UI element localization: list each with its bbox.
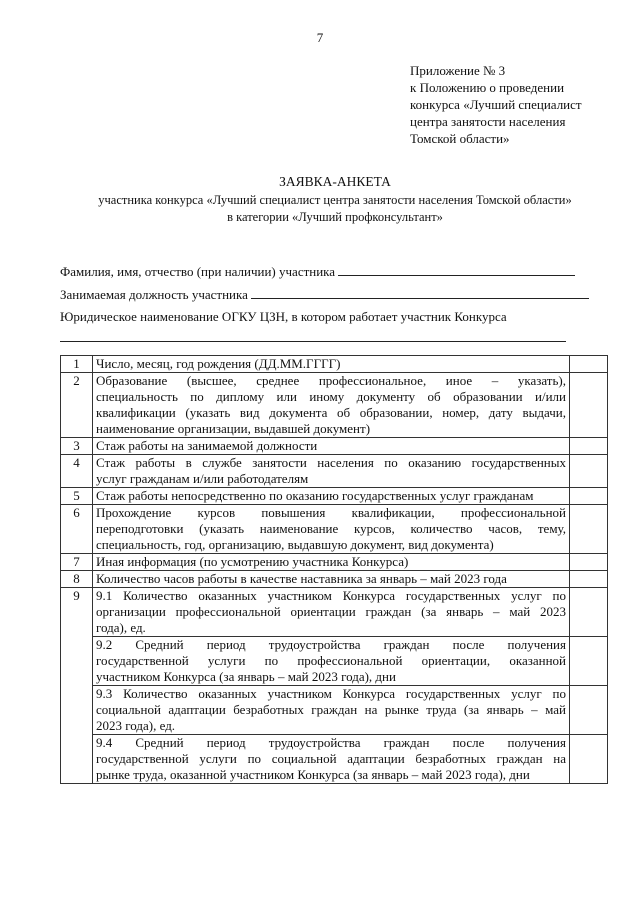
appendix-line: Томской области» [410, 131, 510, 146]
value-cell[interactable] [570, 735, 608, 784]
value-cell[interactable] [570, 488, 608, 505]
value-cell[interactable] [570, 373, 608, 438]
row-label [93, 455, 570, 488]
document-title: ЗАЯВКА-АНКЕТА [279, 174, 391, 189]
value-cell[interactable] [570, 356, 608, 373]
title-block [40, 172, 630, 226]
text-line: организации профессиональной ориентации граждан (за январь – май 2023 [96, 604, 566, 619]
position-label: Занимаемая должность участника [60, 287, 248, 302]
text-line: 9.4 Средний период трудоустройства граждан после получения [96, 735, 566, 750]
text-line: 9.2 Средний период трудоустройства граждан после получения [96, 637, 566, 652]
text-line: Стаж работы непосредственно по оказанию государственных услуг гражданам [96, 488, 534, 503]
text-line: Стаж работы в службе занятости населения по оказанию государственных [96, 455, 566, 470]
text-line: Количество часов работы в качестве наставника за январь – май 2023 года [96, 571, 507, 586]
text-line: года), ед. [96, 620, 146, 635]
row-label [93, 554, 570, 571]
table-row [61, 637, 608, 686]
position-blank-line[interactable] [251, 286, 589, 299]
row-label [93, 686, 570, 735]
row-number: 7 [61, 554, 93, 571]
row-number: 8 [61, 571, 93, 588]
value-cell[interactable] [570, 686, 608, 735]
text-line: Прохождение курсов повышения квалификации, профессиональной [96, 505, 566, 520]
fio-label: Фамилия, имя, отчество (при наличии) участника [60, 264, 336, 279]
row-number: 5 [61, 488, 93, 505]
appendix-block [410, 62, 635, 147]
row-label [93, 488, 570, 505]
fio-blank-line[interactable] [338, 263, 575, 276]
text-line: 2023 года), ед. [96, 718, 176, 733]
text-line: государственной услуги по профессиональной ориентации, оказанной [96, 653, 566, 668]
row-number: 9 [61, 588, 93, 784]
text-line: 9.1 Количество оказанных участником Конкурса государственных услуг по [96, 588, 566, 603]
table-row [61, 505, 608, 554]
row-label [93, 373, 570, 438]
value-cell[interactable] [570, 554, 608, 571]
value-cell[interactable] [570, 438, 608, 455]
value-cell[interactable] [570, 505, 608, 554]
row-label [93, 438, 570, 455]
text-line: Иная информация (по усмотрению участника Конкурса) [96, 554, 409, 569]
fio-field [60, 263, 575, 280]
org-field [60, 309, 507, 325]
application-table [60, 355, 608, 784]
document-subtitle: участника конкурса «Лучший специалист центра занятости населения Томской области» [98, 193, 572, 207]
value-cell[interactable] [570, 455, 608, 488]
table-row [61, 735, 608, 784]
row-label [93, 735, 570, 784]
appendix-line: центра занятости населения [410, 114, 566, 129]
text-line: участником Конкурса (за январь – май 2023 года), дни [96, 669, 396, 684]
table-row [61, 455, 608, 488]
document-category: в категории «Лучший профконсультант» [227, 210, 443, 224]
page-number: 7 [316, 30, 324, 45]
table-row [61, 438, 608, 455]
text-line: квалификации (указать вид документа об образовании, номер, дату выдачи, [96, 405, 566, 420]
value-cell[interactable] [570, 571, 608, 588]
table-row [61, 554, 608, 571]
row-number: 2 [61, 373, 93, 438]
table-row [61, 588, 608, 637]
org-blank-line[interactable] [60, 341, 566, 342]
table-row [61, 356, 608, 373]
text-line: Число, месяц, год рождения (ДД.ММ.ГГГГ) [96, 356, 341, 371]
row-label [93, 571, 570, 588]
row-label [93, 356, 570, 373]
text-line: услуг гражданам и/или работодателям [96, 471, 309, 486]
org-label: Юридическое наименование ОГКУ ЦЗН, в котором работает участник Конкурса [60, 309, 507, 324]
text-line: Образование (высшее, среднее профессиональное, иное – указать), [96, 373, 566, 388]
text-line: социальной адаптации безработных граждан на рынке труда (за январь – май [96, 702, 566, 717]
text-line: специальность по диплому или иному документу об образовании и/или [96, 389, 566, 404]
table-row [61, 373, 608, 438]
table-row [61, 686, 608, 735]
text-line: государственной услуги по социальной адаптации безработных граждан на [96, 751, 566, 766]
table-row [61, 488, 608, 505]
row-label [93, 637, 570, 686]
table-row [61, 571, 608, 588]
row-number: 6 [61, 505, 93, 554]
position-field [60, 286, 589, 303]
text-line: рынке труда, оказанной участником Конкурса (за январь – май 2023 года), дни [96, 767, 530, 782]
row-label [93, 505, 570, 554]
text-line: специальность, год, организацию, выдавшую документ, вид документа) [96, 537, 494, 552]
text-line: 9.3 Количество оказанных участником Конкурса государственных услуг по [96, 686, 566, 701]
appendix-line: к Положению о проведении [410, 80, 565, 95]
text-line: переподготовки (указать наименование курсов, количество часов, тему, [96, 521, 566, 536]
value-cell[interactable] [570, 637, 608, 686]
appendix-line: конкурса «Лучший специалист [410, 97, 582, 112]
text-line: наименование организации, выдавшей документ) [96, 421, 371, 436]
row-label [93, 588, 570, 637]
row-number: 4 [61, 455, 93, 488]
value-cell[interactable] [570, 588, 608, 637]
text-line: Стаж работы на занимаемой должности [96, 438, 318, 453]
appendix-line: Приложение № 3 [410, 63, 506, 78]
row-number: 1 [61, 356, 93, 373]
row-number: 3 [61, 438, 93, 455]
